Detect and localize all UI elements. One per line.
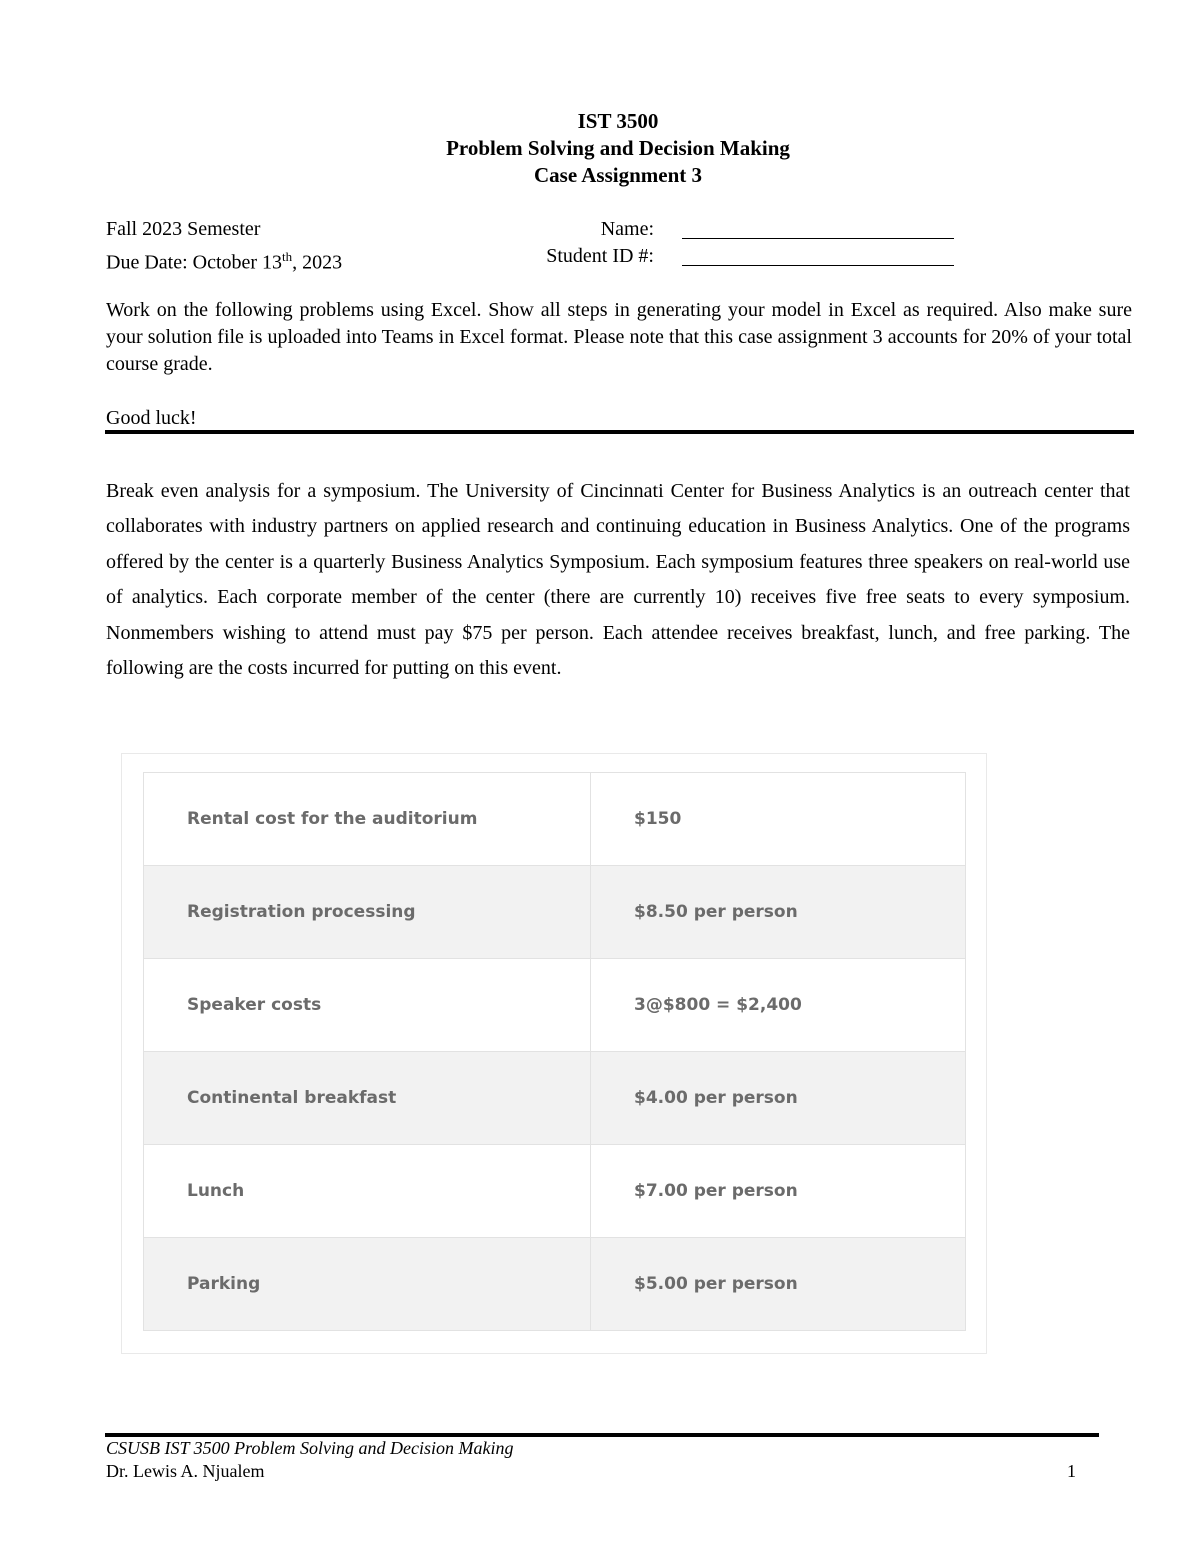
due-date-ordinal: th: [282, 249, 293, 264]
cost-value: $5.00 per person: [591, 1238, 966, 1331]
table-row: [144, 959, 966, 1052]
cost-table: [143, 772, 966, 1331]
problem-description: Break even analysis for a symposium. The University of Cincinnati Center for Business Analytics is an outreach center that collaborates with industry partners on applied research and continuing education in Business Analytics. One of the programs offered by the center is a quarterly Business Analytics Symposium. Each symposium features three speakers on real-world use of analytics. Each corporate member of the center (there are currently 10) receives five free seats to every symposium. Nonmembers wishing to attend must pay $75 per person. Each attendee receives breakfast, lunch, and free parking. The following are the costs incurred for putting on this event.: [106, 480, 1130, 680]
cost-item: Parking: [144, 1238, 591, 1331]
meta-row-semester: [106, 216, 966, 243]
meta-row-due-date: [106, 243, 966, 274]
instructions-paragraph: Work on the following problems using Excel. Show all steps in generating your model in Excel as required. Also make sure your solution file is uploaded into Teams in Excel format. Please note that this case assignment 3 accounts for 20% of your total course grade.: [106, 299, 1132, 375]
table-row: [144, 773, 966, 866]
cost-value: $7.00 per person: [591, 1145, 966, 1238]
cost-value: $4.00 per person: [591, 1052, 966, 1145]
student-id-blank-line: [682, 243, 954, 266]
cost-item: Rental cost for the auditorium: [144, 773, 591, 866]
name-blank-line: [682, 216, 954, 239]
footer-course-line: CSUSB IST 3500 Problem Solving and Decision Making: [106, 1438, 514, 1458]
table-row: [144, 866, 966, 959]
good-luck-text: Good luck!: [106, 407, 197, 429]
page-number: 1: [1067, 1461, 1076, 1481]
cost-item: Lunch: [144, 1145, 591, 1238]
course-title: Problem Solving and Decision Making: [446, 136, 790, 160]
due-date: Due Date: October 13th, 2023: [106, 249, 343, 274]
footer: [106, 1437, 513, 1483]
cost-item: Continental breakfast: [144, 1052, 591, 1145]
header-divider: [105, 430, 1134, 434]
footer-instructor: Dr. Lewis A. Njualem: [106, 1461, 265, 1481]
table-row: [144, 1145, 966, 1238]
assignment-meta: [106, 216, 966, 274]
table-row: [144, 1052, 966, 1145]
semester: Fall 2023 Semester: [106, 218, 261, 240]
student-id-label: Student ID #:: [546, 245, 654, 267]
name-label: Name:: [600, 218, 654, 240]
cost-item: Registration processing: [144, 866, 591, 959]
assignment-title: Case Assignment 3: [533, 163, 702, 187]
table-row: [144, 1238, 966, 1331]
cost-table-image: [121, 753, 987, 1354]
cost-value: $150: [591, 773, 966, 866]
title-block: [0, 108, 1200, 189]
cost-value: 3@$800 = $2,400: [591, 959, 966, 1052]
cost-item: Speaker costs: [144, 959, 591, 1052]
course-code: IST 3500: [577, 109, 659, 133]
cost-value: $8.50 per person: [591, 866, 966, 959]
